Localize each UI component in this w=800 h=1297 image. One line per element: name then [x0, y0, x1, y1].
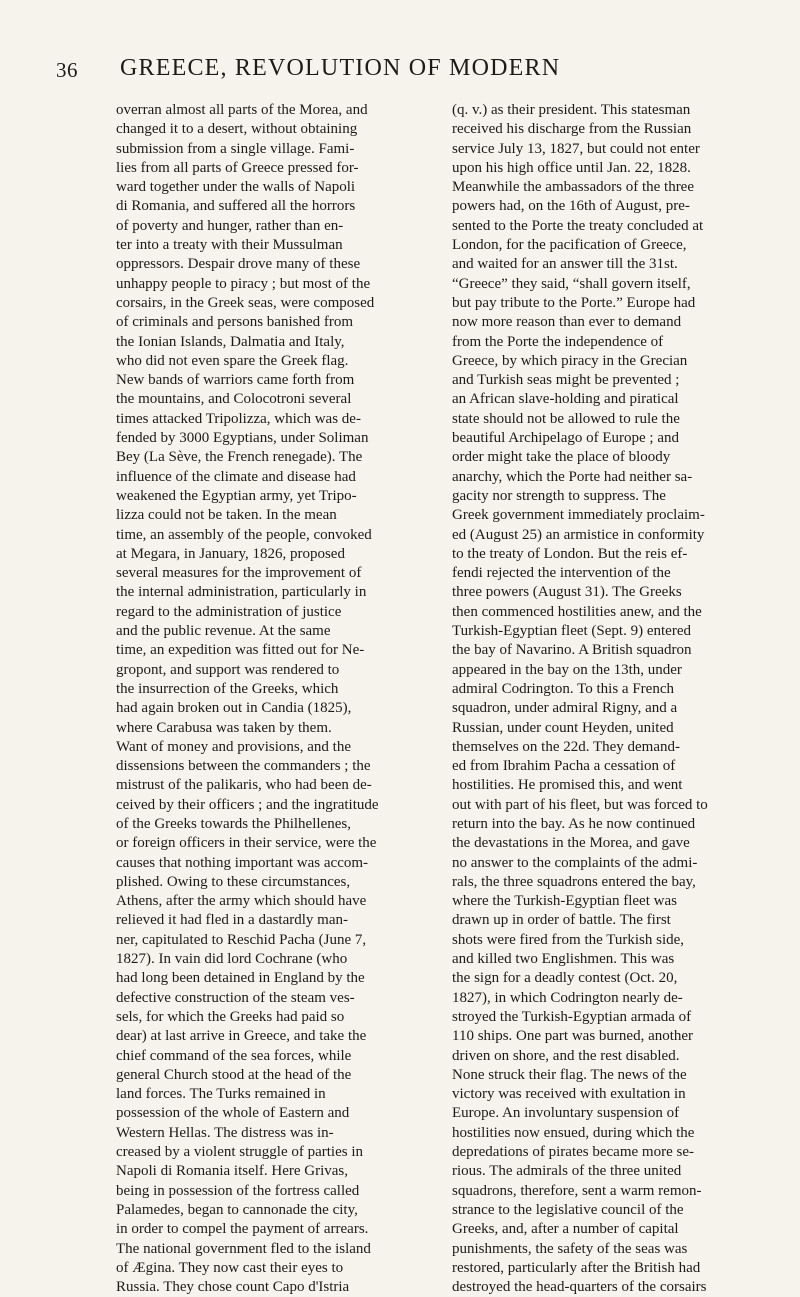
text-line: ner, capitulated to Reschid Pacha (June 7, [116, 931, 367, 948]
text-line: depredations of pirates became more se- [452, 1144, 694, 1161]
text-line: mistrust of the palikaris, who had been de- [116, 777, 372, 794]
left-text-column [116, 101, 418, 1297]
text-line: rious. The admirals of the three united [452, 1163, 682, 1180]
text-line: time, an assembly of the people, convoked [116, 526, 372, 543]
text-line: beautiful Archipelago of Europe ; and [452, 430, 680, 447]
text-line: Bey (La Sève, the French renegade). The [116, 449, 363, 466]
text-line: of poverty and hunger, rather than en- [116, 217, 344, 234]
page-number: 36 [56, 58, 78, 82]
text-line: now more reason than ever to demand [452, 314, 682, 331]
text-line: and waited for an answer till the 31st. [452, 256, 678, 273]
text-line: from the Porte the independence of [452, 333, 664, 350]
text-line: rals, the three squadrons entered the bay, [452, 873, 696, 890]
text-line: general Church stood at the head of the [116, 1066, 352, 1083]
text-line: fended by 3000 Egyptians, under Soliman [116, 430, 369, 447]
text-line: lies from all parts of Greece pressed for- [116, 159, 359, 176]
text-line: or foreign officers in their service, were the [116, 835, 377, 852]
text-line: victory was received with exultation in [452, 1086, 686, 1103]
text-line: the devastations in the Morea, and gave [452, 835, 690, 852]
text-line: regard to the administration of justice [116, 603, 342, 620]
text-line: to the treaty of London. But the reis ef- [452, 545, 688, 562]
text-line: fendi rejected the intervention of the [452, 565, 671, 582]
text-line: restored, particularly after the British had [452, 1259, 701, 1276]
text-line: the Ionian Islands, Dalmatia and Italy, [116, 333, 345, 350]
text-line: sels, for which the Greeks had paid so [116, 1008, 345, 1025]
text-line: service July 13, 1827, but could not enter [452, 140, 700, 157]
text-line: driven on shore, and the rest disabled. [452, 1047, 680, 1064]
text-line: and the public revenue. At the same [116, 623, 331, 640]
text-line: 1827), in which Codrington nearly de- [452, 989, 683, 1006]
text-line: plished. Owing to these circumstances, [116, 873, 351, 890]
text-line: an African slave-holding and piratical [452, 391, 679, 408]
text-line: New bands of warriors came forth from [116, 372, 355, 389]
text-line: dear) at last arrive in Greece, and take the [116, 1028, 367, 1045]
text-line: times attacked Tripolizza, which was de- [116, 410, 361, 427]
text-line: 1827). In vain did lord Cochrane (who [116, 951, 348, 968]
text-line: dissensions between the commanders ; the [116, 758, 371, 775]
text-line: admiral Codrington. To this a French [452, 680, 674, 697]
text-line: who did not even spare the Greek flag. [116, 352, 349, 369]
text-line: gacity nor strength to suppress. The [452, 487, 666, 504]
text-line: gropont, and support was rendered to [116, 661, 340, 678]
right-text-column [452, 101, 754, 1297]
text-line: where Carabusa was taken by them. [116, 719, 332, 736]
text-line: destroyed the head-quarters of the corsairs [452, 1279, 707, 1296]
text-line: Meanwhile the ambassadors of the three [452, 179, 694, 196]
text-line: of Ægina. They now cast their eyes to [116, 1259, 344, 1276]
text-line: changed it to a desert, without obtaining [116, 121, 358, 138]
text-line: received his discharge from the Russian [452, 121, 692, 138]
text-line: ed (August 25) an armistice in conformity [452, 526, 705, 543]
text-line: squadron, under admiral Rigny, and a [452, 700, 678, 717]
text-line: drawn up in order of battle. The first [452, 912, 671, 929]
text-line: Athens, after the army which should have [116, 893, 367, 910]
text-line: di Romania, and suffered all the horrors [116, 198, 356, 215]
text-line: punishments, the safety of the seas was [452, 1240, 688, 1257]
text-line: Russia. They chose count Capo d'Istria [116, 1279, 350, 1296]
text-line: defective construction of the steam ves- [116, 989, 355, 1006]
text-line: oppressors. Despair drove many of these [116, 256, 361, 273]
text-line: None struck their flag. The news of the [452, 1066, 687, 1083]
text-line: of the Greeks towards the Philhellenes, [116, 815, 351, 832]
text-line: hostilities now ensued, during which the [452, 1124, 695, 1141]
text-line: creased by a violent struggle of parties in [116, 1144, 364, 1161]
text-line: appeared in the bay on the 13th, under [452, 661, 682, 678]
text-line: state should not be allowed to rule the [452, 410, 680, 427]
text-line: “Greece” they said, “shall govern itself, [452, 275, 691, 292]
text-line: Greece, by which piracy in the Grecian [452, 352, 688, 369]
text-line: anarchy, which the Porte had neither sa- [452, 468, 693, 485]
text-line: shots were fired from the Turkish side, [452, 931, 685, 948]
text-line: weakened the Egyptian army, yet Tripo- [116, 487, 357, 504]
text-line: possession of the whole of Eastern and [116, 1105, 350, 1122]
text-line: influence of the climate and disease had [116, 468, 356, 485]
text-line: in order to compel the payment of arrears. [116, 1221, 369, 1238]
text-line: order might take the place of bloody [452, 449, 671, 466]
text-line: Greeks, and, after a number of capital [452, 1221, 679, 1238]
text-line: where the Turkish-Egyptian fleet was [452, 893, 677, 910]
text-line: Turkish-Egyptian fleet (Sept. 9) entered [452, 623, 691, 640]
text-line: the insurrection of the Greeks, which [116, 680, 339, 697]
text-line: themselves on the 22d. They demand- [452, 738, 681, 755]
text-line: squadrons, therefore, sent a warm remon- [452, 1182, 702, 1199]
text-line: ed from Ibrahim Pacha a cessation of [452, 758, 676, 775]
text-line: London, for the pacification of Greece, [452, 237, 687, 254]
text-line: and Turkish seas might be prevented ; [452, 372, 680, 389]
text-line: Want of money and provisions, and the [116, 738, 351, 755]
text-line: of criminals and persons banished from [116, 314, 354, 331]
text-line: chief command of the sea forces, while [116, 1047, 352, 1064]
text-line: return into the bay. As he now continued [452, 815, 696, 832]
text-line: upon his high office until Jan. 22, 1828. [452, 159, 691, 176]
text-line: Greek government immediately proclaim- [452, 507, 705, 524]
text-line: The national government fled to the island [116, 1240, 371, 1257]
text-line: ter into a treaty with their Mussulman [116, 237, 343, 254]
text-line: at Megara, in January, 1826, proposed [116, 545, 345, 562]
text-line: Europe. An involuntary suspension of [452, 1105, 680, 1122]
text-line: powers had, on the 16th of August, pre- [452, 198, 690, 215]
text-line: Napoli di Romania itself. Here Grivas, [116, 1163, 349, 1180]
text-line: submission from a single village. Fami- [116, 140, 355, 157]
text-line: ward together under the walls of Napoli [116, 179, 356, 196]
text-line: relieved it had fled in a dastardly man- [116, 912, 348, 929]
text-line: several measures for the improvement of [116, 565, 362, 582]
text-line: and killed two Englishmen. This was [452, 951, 675, 968]
text-line: being in possession of the fortress called [116, 1182, 360, 1199]
text-line: out with part of his fleet, but was forced to [452, 796, 708, 813]
text-line: causes that nothing important was accom- [116, 854, 369, 871]
text-line: three powers (August 31). The Greeks [452, 584, 682, 601]
text-line: no answer to the complaints of the admi- [452, 854, 698, 871]
text-line: corsairs, in the Greek seas, were composed [116, 294, 375, 311]
text-line: overran almost all parts of the Morea, and [116, 102, 368, 118]
text-line: time, an expedition was fitted out for Ne- [116, 642, 365, 659]
text-line: had again broken out in Candia (1825), [116, 700, 352, 717]
text-line: the bay of Navarino. A British squadron [452, 642, 692, 659]
text-line: the internal administration, particularly in [116, 584, 367, 601]
text-line: land forces. The Turks remained in [116, 1086, 326, 1103]
text-line: the mountains, and Colocotroni several [116, 391, 352, 408]
text-line: (q. v.) as their president. This statesman [452, 102, 691, 118]
text-line: sented to the Porte the treaty concluded at [452, 217, 704, 234]
text-line: stroyed the Turkish-Egyptian armada of [452, 1008, 692, 1025]
text-line: had long been detained in England by the [116, 970, 365, 987]
text-line: the sign for a deadly contest (Oct. 20, [452, 970, 678, 987]
text-line: unhappy people to piracy ; but most of the [116, 275, 371, 292]
text-line: hostilities. He promised this, and went [452, 777, 683, 794]
text-line: Russian, under count Heyden, united [452, 719, 674, 736]
text-line: Palamedes, began to cannonade the city, [116, 1201, 358, 1218]
text-line: strance to the legislative council of the [452, 1201, 684, 1218]
text-line: lizza could not be taken. In the mean [116, 507, 337, 524]
text-line: but pay tribute to the Porte.” Europe had [452, 294, 696, 311]
text-line: ceived by their officers ; and the ingratitude [116, 796, 379, 813]
text-line: 110 ships. One part was burned, another [452, 1028, 694, 1045]
text-line: Western Hellas. The distress was in- [116, 1124, 334, 1141]
text-line: then commenced hostilities anew, and the [452, 603, 702, 620]
running-title: GREECE, REVOLUTION OF MODERN [120, 55, 561, 81]
